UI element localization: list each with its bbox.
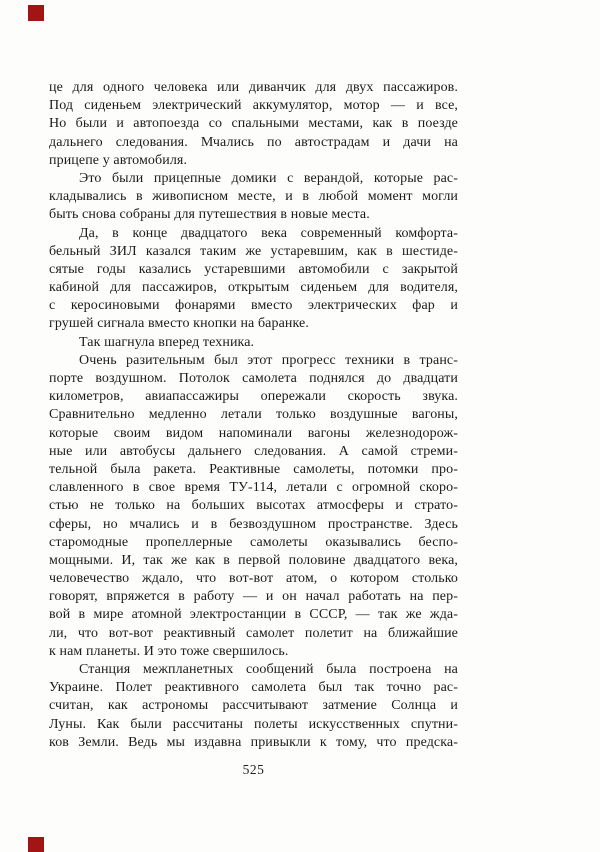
text-line: мощными. И, так же как в первой половине двадцатого века, [49,552,458,568]
text-line: человечество ждало, что вот-вот атом, о котором столько [49,571,458,587]
text-line: Сравнительно медленно летали только воздушные вагоны, [49,407,458,423]
text-line: быть снова собраны для путешествия в новые места. [49,207,370,223]
text-line: ные или автобусы дальнего следования. А самой стреми- [49,443,458,459]
paragraph [49,170,458,225]
text-line: славленного в свое время ТУ-114, летали с огромной скоро- [49,480,458,496]
paragraph [49,334,458,352]
text-line: с керосиновыми фонарями вместо электрических фар и [49,298,458,314]
text-line: стью не только на больших высотах атмосферы и страто- [49,498,458,514]
text-line: Очень разительным был этот прогресс техники в транс- [79,352,458,368]
text-line: Станция межпланетных сообщений была построена на [79,662,458,677]
paragraph [49,79,458,170]
text-line: ли, что вот-вот реактивный самолет полетит на ближайшие [49,625,458,641]
text-line: грушей сигнала вместо кнопки на баранке. [49,316,309,332]
text-line: к нам планеты. И это тоже свершилось. [49,643,289,659]
text-line: порте воздушном. Потолок самолета поднялся до двадцати [49,371,458,386]
text-line: считан, как астрономы рассчитывают затмение Солнца и [49,698,458,714]
text-line: тельной была ракета. Реактивные самолеты, потомки про- [49,461,458,477]
red-scan-mark-top [28,5,44,21]
text-line: це для одного человека или диванчик для двух пассажиров. [49,80,458,95]
paragraph [49,661,458,752]
text-line: которые своим видом напоминали вагоны железнодорож- [49,425,458,441]
text-block [49,79,458,752]
text-line: Но были и автопоезда со спальными местами, как в поезде [49,116,458,132]
text-line: сятые годы казались устаревшими автомобили с закрытой [49,261,458,277]
text-line: Луны. Как были рассчитаны полеты искусственных спутни- [49,716,458,732]
text-line: Так шагнула вперед техника. [79,334,255,350]
text-line: кабиной для пассажиров, открытым сиденьем для водителя, [49,280,458,296]
text-line: кладывались в живописном месте, и в любой момент могли [49,189,458,205]
page-number: 525 [242,762,265,777]
text-line: бельный ЗИЛ казался таким же устаревшим, как в шестиде- [49,243,458,259]
text-line: километров, авиапассажиры опережали скорость звука. [49,389,458,405]
text-line: дальнего следования. Мчались по автострадам и дачи на [49,134,458,150]
paragraph [49,352,458,661]
paragraph [49,225,458,334]
text-line: Под сиденьем электрический аккумулятор, мотор — и все, [49,98,458,114]
text-line: сферы, но мчались и в безвоздушном пространстве. Здесь [49,516,458,532]
text-line: Да, в конце двадцатого века современный комфорта- [79,225,458,241]
text-line: говорят, впряжется в работу — и он начал работать на пер- [49,589,458,605]
text-line: прицепе у автомобиля. [49,152,188,168]
text-line: Украине. Полет реактивного самолета был так точно рас- [49,680,458,696]
text-line: вой в мире атомной электростанции в СССР, — так же жда- [49,607,458,623]
text-line: ков Земли. Ведь мы издавна привыкли к тому, что предска- [49,734,458,750]
text-line: старомодные пропеллерные самолеты оказывались беспо- [49,534,458,550]
text-line: Это были прицепные домики с верандой, которые рас- [79,170,458,186]
red-scan-mark-bottom [28,837,44,852]
